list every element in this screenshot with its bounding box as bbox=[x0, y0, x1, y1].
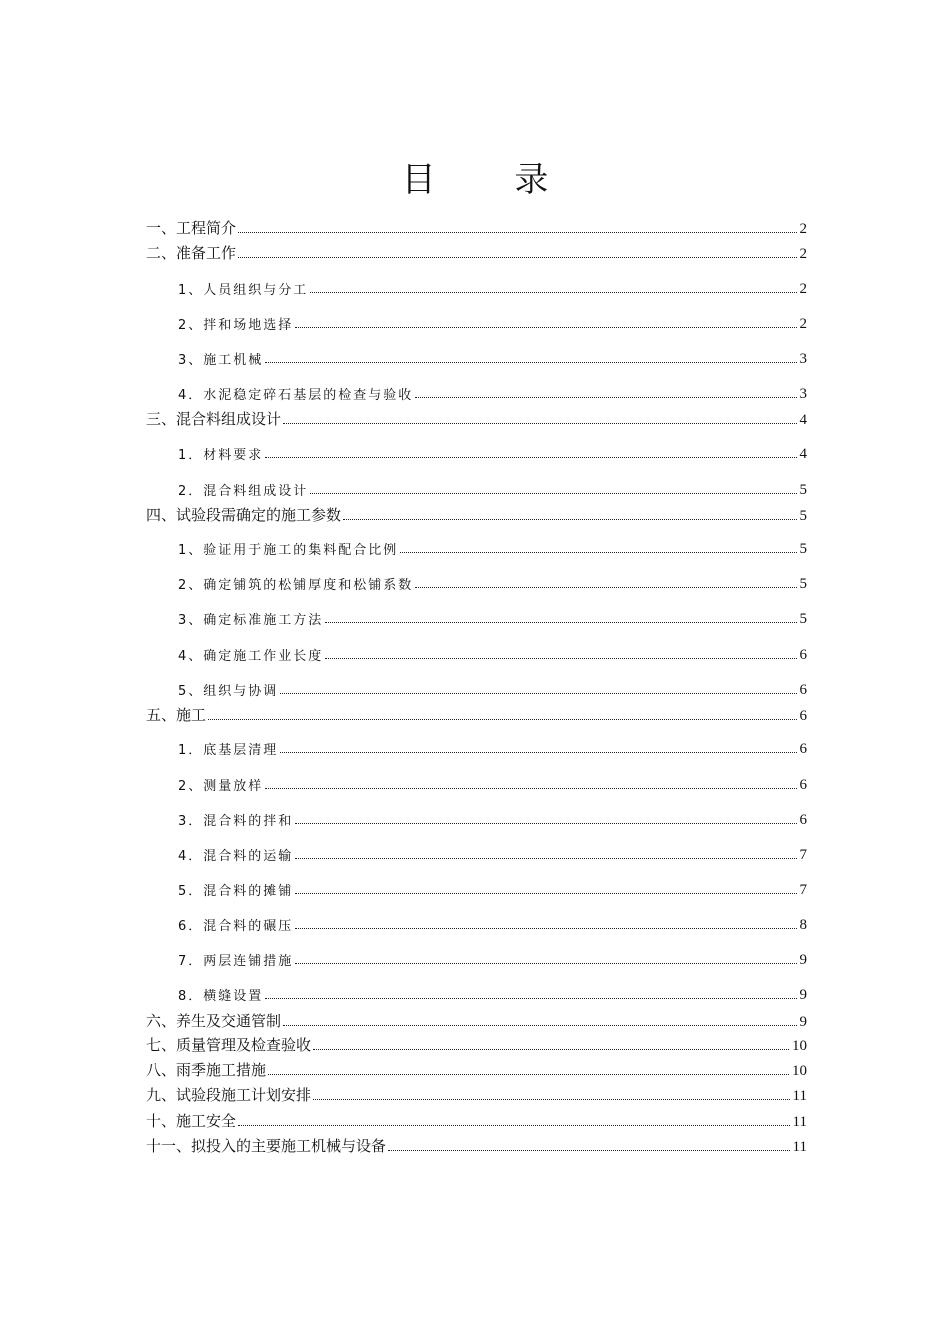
toc-entry-page-number: 3 bbox=[799, 351, 807, 367]
toc-entry-page-number: 2 bbox=[799, 316, 807, 332]
toc-entry-page-number: 3 bbox=[799, 386, 807, 402]
toc-dot-leader bbox=[238, 231, 796, 233]
toc-entry-label: 8．横缝设置 bbox=[178, 989, 264, 1004]
toc-dot-leader bbox=[295, 857, 796, 859]
toc-entry-label: 1、验证用于施工的集料配合比例 bbox=[178, 543, 399, 558]
toc-dot-leader bbox=[313, 1048, 789, 1050]
toc-entry-label: 2．混合料组成设计 bbox=[178, 484, 309, 499]
toc-entry-page-number: 6 bbox=[799, 647, 807, 663]
toc-dot-leader bbox=[265, 787, 796, 789]
toc-entry-page-number: 5 bbox=[799, 576, 807, 592]
toc-entry[interactable] bbox=[178, 538, 807, 558]
toc-entry-label: 十一、拟投入的主要施工机械与设备 bbox=[146, 1137, 387, 1155]
toc-entry-page-number: 9 bbox=[799, 1014, 807, 1030]
toc-entry[interactable] bbox=[146, 1011, 807, 1031]
toc-entry[interactable] bbox=[178, 644, 807, 664]
toc-entry-page-number: 6 bbox=[799, 777, 807, 793]
toc-entry-label: 3、确定标准施工方法 bbox=[178, 613, 324, 628]
toc-entry-label: 一、工程简介 bbox=[146, 219, 237, 237]
toc-dot-leader bbox=[343, 518, 796, 520]
toc-entry-page-number: 4 bbox=[799, 446, 807, 462]
toc-entry[interactable] bbox=[146, 218, 807, 238]
toc-entry[interactable] bbox=[146, 1035, 807, 1055]
toc-entry-label: 1．材料要求 bbox=[178, 448, 264, 463]
toc-entry-page-number: 8 bbox=[799, 917, 807, 933]
toc-entry-page-number: 10 bbox=[792, 1038, 807, 1054]
toc-dot-leader bbox=[283, 1024, 796, 1026]
toc-entry[interactable] bbox=[178, 984, 807, 1004]
toc-entry-label: 5、组织与协调 bbox=[178, 684, 279, 699]
toc-dot-leader bbox=[325, 657, 796, 659]
toc-entry-page-number: 5 bbox=[799, 482, 807, 498]
toc-dot-leader bbox=[295, 927, 796, 929]
toc-entry-page-number: 11 bbox=[792, 1139, 807, 1155]
toc-entry-page-number: 11 bbox=[792, 1114, 807, 1130]
toc-dot-leader bbox=[265, 456, 796, 458]
toc-entry-page-number: 2 bbox=[799, 221, 807, 237]
toc-entry[interactable] bbox=[178, 774, 807, 794]
toc-entry[interactable] bbox=[178, 313, 807, 333]
toc-entry-label: 3．混合料的拌和 bbox=[178, 814, 294, 829]
toc-entry-page-number: 11 bbox=[792, 1088, 807, 1104]
toc-entry[interactable] bbox=[146, 505, 807, 525]
toc-entry[interactable] bbox=[178, 479, 807, 499]
toc-dot-leader bbox=[388, 1149, 790, 1151]
toc-entry[interactable] bbox=[146, 1111, 807, 1131]
toc-dot-leader bbox=[265, 997, 796, 999]
toc-entry-label: 2、拌和场地选择 bbox=[178, 318, 294, 333]
toc-entry-label: 八、雨季施工措施 bbox=[146, 1061, 267, 1079]
toc-entry-label: 四、试验段需确定的施工参数 bbox=[146, 506, 342, 524]
toc-entry-label: 二、准备工作 bbox=[146, 244, 237, 262]
toc-entry-page-number: 7 bbox=[799, 882, 807, 898]
toc-entry-page-number: 5 bbox=[799, 611, 807, 627]
toc-dot-leader bbox=[238, 1124, 790, 1126]
toc-dot-leader bbox=[238, 256, 796, 258]
toc-entry[interactable] bbox=[178, 443, 807, 463]
toc-entry[interactable] bbox=[178, 809, 807, 829]
toc-dot-leader bbox=[208, 718, 796, 720]
toc-dot-leader bbox=[310, 492, 796, 494]
toc-entry-page-number: 7 bbox=[799, 847, 807, 863]
toc-entry-label: 4．混合料的运输 bbox=[178, 849, 294, 864]
toc-entry-label: 3、施工机械 bbox=[178, 353, 264, 368]
toc-entry-page-number: 6 bbox=[799, 708, 807, 724]
toc-entry-label: 7．两层连铺措施 bbox=[178, 954, 294, 969]
toc-entry[interactable] bbox=[146, 705, 807, 725]
toc-dot-leader bbox=[268, 1073, 789, 1075]
toc-entry-page-number: 2 bbox=[799, 246, 807, 262]
toc-entry[interactable] bbox=[178, 679, 807, 699]
toc-entry[interactable] bbox=[178, 949, 807, 969]
toc-entry-label: 5．混合料的摊铺 bbox=[178, 884, 294, 899]
toc-entry-label: 五、施工 bbox=[146, 706, 207, 724]
toc-entry-page-number: 6 bbox=[799, 682, 807, 698]
toc-entry-label: 2、测量放样 bbox=[178, 779, 264, 794]
toc-entry-label: 1、人员组织与分工 bbox=[178, 283, 309, 298]
toc-entry-page-number: 6 bbox=[799, 812, 807, 828]
toc-entry[interactable] bbox=[146, 1060, 807, 1080]
toc-dot-leader bbox=[265, 361, 796, 363]
toc-entry[interactable] bbox=[146, 409, 807, 429]
toc-dot-leader bbox=[280, 751, 796, 753]
toc-dot-leader bbox=[415, 396, 796, 398]
toc-entry-page-number: 5 bbox=[799, 508, 807, 524]
toc-entry[interactable] bbox=[146, 1085, 807, 1105]
toc-entry[interactable] bbox=[146, 1136, 807, 1156]
toc-dot-leader bbox=[295, 822, 796, 824]
toc-dot-leader bbox=[310, 291, 796, 293]
toc-entry-label: 1．底基层清理 bbox=[178, 743, 279, 758]
toc-dot-leader bbox=[280, 692, 796, 694]
toc-entry-page-number: 9 bbox=[799, 987, 807, 1003]
toc-entry[interactable] bbox=[178, 573, 807, 593]
toc-dot-leader bbox=[295, 326, 796, 328]
toc-entry-page-number: 4 bbox=[799, 412, 807, 428]
toc-entry-label: 三、混合料组成设计 bbox=[146, 410, 282, 428]
toc-entry-label: 九、试验段施工计划安排 bbox=[146, 1086, 312, 1104]
toc-entry-label: 4、确定施工作业长度 bbox=[178, 649, 324, 664]
toc-entry[interactable] bbox=[178, 348, 807, 368]
toc-entry[interactable] bbox=[178, 608, 807, 628]
toc-entry-page-number: 6 bbox=[799, 741, 807, 757]
toc-entry[interactable] bbox=[178, 844, 807, 864]
toc-entry[interactable] bbox=[178, 383, 807, 403]
toc-entry[interactable] bbox=[146, 243, 807, 263]
page-title: 目 录 bbox=[401, 160, 583, 200]
toc-dot-leader bbox=[295, 892, 796, 894]
toc-entry-label: 2、确定铺筑的松铺厚度和松铺系数 bbox=[178, 578, 414, 593]
toc-entry-page-number: 2 bbox=[799, 281, 807, 297]
toc-entry-label: 4．水泥稳定碎石基层的检查与验收 bbox=[178, 388, 414, 403]
toc-dot-leader bbox=[295, 962, 796, 964]
toc-dot-leader bbox=[325, 621, 796, 623]
toc-entry-page-number: 5 bbox=[799, 541, 807, 557]
toc-entry-label: 6．混合料的碾压 bbox=[178, 919, 294, 934]
toc-entry-label: 十、施工安全 bbox=[146, 1112, 237, 1130]
toc-entry-label: 七、质量管理及检查验收 bbox=[146, 1036, 312, 1054]
toc-entry[interactable] bbox=[178, 738, 807, 758]
toc-entry[interactable] bbox=[178, 879, 807, 899]
toc-dot-leader bbox=[415, 586, 796, 588]
toc-dot-leader bbox=[400, 551, 796, 553]
toc-dot-leader bbox=[283, 422, 796, 424]
toc-entry[interactable] bbox=[178, 278, 807, 298]
toc-entry[interactable] bbox=[178, 914, 807, 934]
toc-entry-page-number: 9 bbox=[799, 952, 807, 968]
toc-entry-page-number: 10 bbox=[792, 1063, 807, 1079]
toc-dot-leader bbox=[313, 1098, 790, 1100]
toc-entry-label: 六、养生及交通管制 bbox=[146, 1012, 282, 1030]
